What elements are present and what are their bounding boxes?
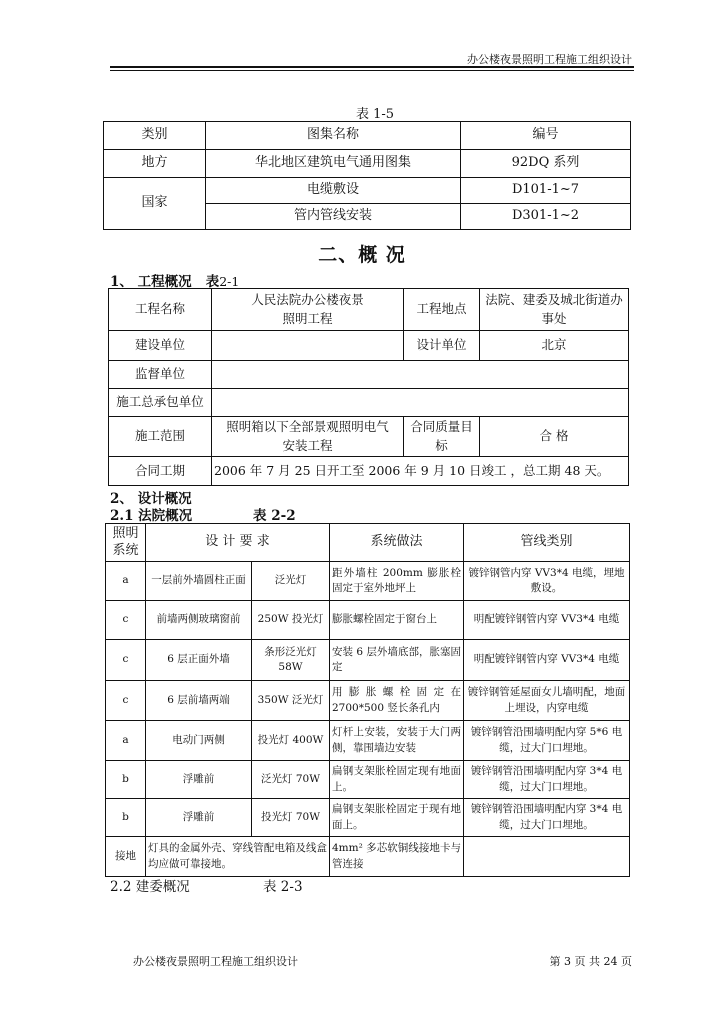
project-name-label: 工程名称 [109,289,212,331]
cell-location: 浮雕前 [146,761,252,799]
cell-location: 电动门两侧 [146,721,252,761]
cell-pipe: 镀锌钢管沿围墙明配内穿 5*6 电缆，过大门口埋地。 [464,721,630,761]
cell-system: c [106,640,146,681]
project-name-line1: 人民法院办公楼夜景 [251,292,364,308]
cell-method: 扁钢支架胀栓固定现有地面上。 [330,761,464,799]
grounding-method: 4mm² 多芯软铜线接地卡与管连接 [330,837,464,877]
cell-pipe: 镀锌钢管内穿 VV3*4 电缆，埋地敷设。 [464,562,630,601]
scope-value [212,417,404,457]
cell-system: b [106,761,146,799]
project-name-value [212,289,404,331]
supervisor-value [212,361,629,389]
table-row [106,761,630,799]
scope-line1: 照明箱以下全部景观照明电气 [226,419,389,435]
scope-line2: 安装工程 [282,437,333,453]
table-2-2 [105,523,630,877]
header-rule [110,66,634,68]
table-row [106,640,630,681]
table-2-1 [108,288,629,486]
scope-label: 施工范围 [109,417,212,457]
contractor-label: 施工总承包单位 [109,389,212,417]
cell-system: a [106,721,146,761]
cell-method: 距外墙柱 200mm 膨胀栓固定于室外地坪上 [330,562,464,601]
cell-code: D301-1~2 [461,204,631,230]
table-2-1-label: 表 [205,274,220,290]
cell-method: 扁钢支架胀栓固定于现有地面上。 [330,799,464,837]
quality-label: 合同质量目标 [404,417,480,457]
cell-pipe: 明配镀锌钢管内穿 VV3*4 电缆 [464,601,630,640]
cell-pipe: 镀锌钢管沿围墙明配内穿 3*4 电缆，过大门口埋地。 [464,761,630,799]
column-header-pipe: 管线类别 [464,524,630,562]
table-row [106,562,630,601]
table-row [106,721,630,761]
cell-pipe: 镀锌钢管沿围墙明配内穿 3*4 电缆，过大门口埋地。 [464,799,630,837]
cell-pipe: 镀锌钢管延屋面女儿墙明配，地面上埋设，内穿电缆 [464,681,630,721]
cell-lamp: 投光灯 400W [252,721,330,761]
header-title: 办公楼夜景照明工程施工组织设计 [467,53,632,66]
cell-location: 一层前外墙圆柱正面 [146,562,252,601]
grounding-desc: 灯具的金属外壳、穿线管配电箱及线盒均应做可靠接地。 [146,837,330,877]
table-2-2-label: 表 2-2 [253,508,296,524]
column-header-category: 类别 [104,122,206,150]
cell-lamp: 泛光灯 [252,562,330,601]
cell-pipe: 明配镀锌钢管内穿 VV3*4 电缆 [464,640,630,681]
cell-lamp: 投光灯 70W [252,799,330,837]
table-row [106,799,630,837]
table-row [106,601,630,640]
footer-title: 办公楼夜景照明工程施工组织设计 [133,955,298,968]
location-value: 法院、建委及城北街道办事处 [480,289,629,331]
table-2-3-label: 表 2-3 [263,879,303,895]
location-label: 工程地点 [404,289,480,331]
cell-code: D101-1~7 [461,178,631,204]
system-header-line1: 照明 [112,525,139,541]
table-2-1-number: 2-1 [219,274,240,289]
cell-system: a [106,562,146,601]
cell-system: c [106,601,146,640]
cell-category: 地方 [104,150,206,178]
section-1-heading [110,270,239,290]
contractor-value [212,389,629,417]
period-value: 2006 年 7 月 25 日开工至 2006 年 9 月 10 日竣工 ，总工期 48 天。 [212,457,629,486]
designer-label: 设计单位 [404,331,480,361]
cell-location: 6 层前墙两端 [146,681,252,721]
cell-lamp: 条形泛光灯 58W [252,640,330,681]
cell-lamp: 350W 泛光灯 [252,681,330,721]
cell-location: 前墙两侧玻璃窗前 [146,601,252,640]
subsection-2-1-title: 2.1 法院概况 [110,508,193,524]
cell-name: 管内管线安装 [206,204,461,230]
section-title: 二、概 况 [318,244,406,266]
builder-value [212,331,404,361]
system-header-line2: 系统 [112,542,139,558]
table-1-5-caption: 表 1-5 [356,107,395,122]
column-header-design: 设 计 要 求 [146,524,330,562]
column-header-method: 系统做法 [330,524,464,562]
table-row [106,681,630,721]
table-1-5 [103,121,631,230]
quality-value: 合 格 [480,417,629,457]
column-header-system [106,524,146,562]
project-name-line2: 照明工程 [282,310,333,326]
cell-method: 灯杆上安装，安装于大门两侧，靠围墙边安装 [330,721,464,761]
cell-code: 92DQ 系列 [461,150,631,178]
column-header-code: 编号 [461,122,631,150]
table-row [104,178,631,204]
subsection-2-2-title: 2.2 建委概况 [110,879,190,895]
table-row [104,150,631,178]
footer-page-info: 第 3 页 共 24 页 [549,955,632,968]
cell-location: 6 层正面外墙 [146,640,252,681]
grounding-row [106,837,630,877]
cell-system: c [106,681,146,721]
cell-method: 用膨胀螺栓固定在 2700*500 竖长条孔内 [330,681,464,721]
cell-method: 安装 6 层外墙底部，胀塞固定 [330,640,464,681]
grounding-pipe [464,837,630,877]
header-rule-thin [110,70,634,71]
supervisor-label: 监督单位 [109,361,212,389]
column-header-name: 图集名称 [206,122,461,150]
cell-location: 浮雕前 [146,799,252,837]
period-label: 合同工期 [109,457,212,486]
cell-system: b [106,799,146,837]
designer-value: 北京 [480,331,629,361]
section-1-title: 1、 工程概况 [110,274,192,290]
section-2-title: 2、 设计概况 [110,491,192,507]
builder-label: 建设单位 [109,331,212,361]
cell-category: 国家 [104,178,206,230]
cell-method: 膨胀螺栓固定于窗台上 [330,601,464,640]
cell-lamp: 泛光灯 70W [252,761,330,799]
grounding-label: 接地 [106,837,146,877]
cell-lamp: 250W 投光灯 [252,601,330,640]
cell-name: 华北地区建筑电气通用图集 [206,150,461,178]
cell-name: 电缆敷设 [206,178,461,204]
